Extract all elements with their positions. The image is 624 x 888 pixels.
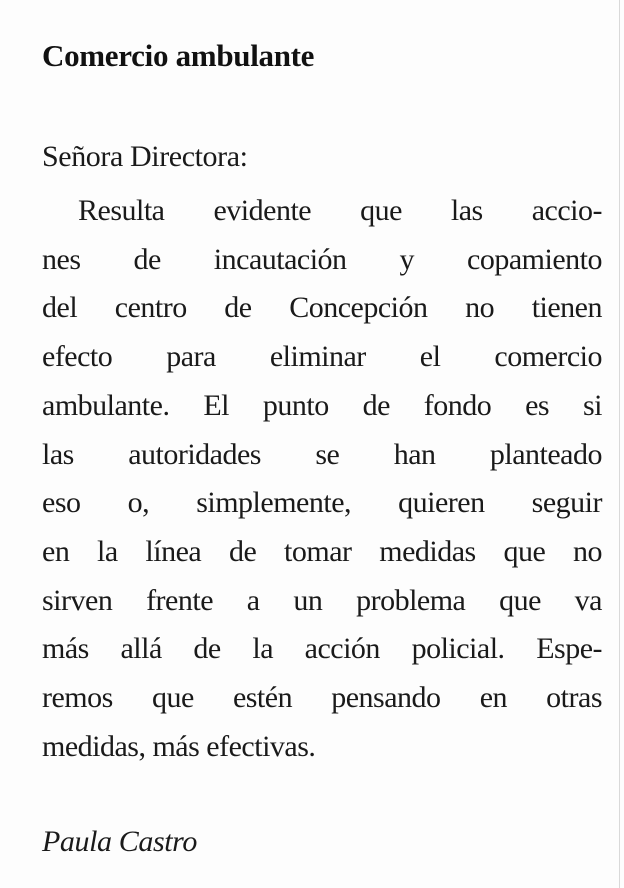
body-line: sirven frente a un problema que va (42, 583, 602, 617)
body-line: Resulta evidente que las accio- (78, 194, 602, 227)
letter-signature: Paula Castro (42, 825, 197, 858)
body-line: remos que estén pensando en otras (42, 681, 602, 715)
body-line: nes de incautación y copamiento (42, 242, 602, 276)
letter-salutation: Señora Directora: (42, 140, 248, 173)
body-line: las autoridades se han planteado (42, 437, 602, 471)
body-line: del centro de Concepción no tienen (42, 291, 602, 325)
body-line: en la línea de tomar medidas que no (42, 534, 602, 568)
page-edge-divider (619, 0, 620, 888)
letter-body (42, 187, 602, 771)
body-line: más allá de la acción policial. Espe- (42, 632, 602, 666)
body-line: ambulante. El punto de fondo es si (42, 388, 602, 422)
body-line: efecto para eliminar el comercio (42, 340, 602, 374)
letter-headline: Comercio ambulante (42, 38, 315, 73)
body-line: medidas, más efectivas. (42, 729, 316, 763)
body-line: eso o, simplemente, quieren seguir (42, 486, 602, 520)
